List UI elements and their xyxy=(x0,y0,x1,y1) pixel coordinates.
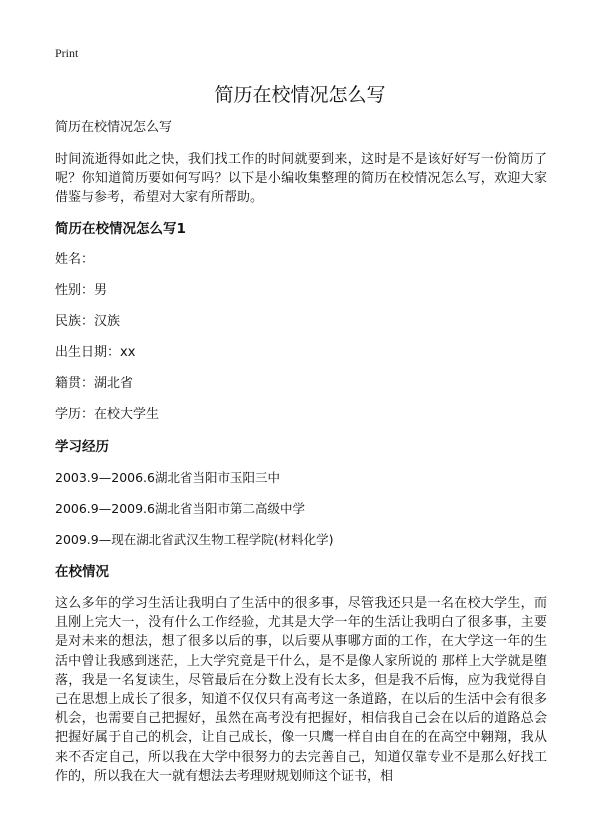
field-ethnicity: 民族：汉族 xyxy=(55,314,121,329)
document-body xyxy=(55,118,547,786)
study-item-1: 2003.9—2006.6湖北省当阳市玉阳三中 xyxy=(55,470,280,485)
field-education: 学历：在校大学生 xyxy=(55,407,160,422)
field-birth-date: 出生日期：xx xyxy=(55,345,136,360)
section-heading-resume-1: 简历在校情况怎么写1 xyxy=(55,221,186,237)
intro-subtitle: 简历在校情况怎么写 xyxy=(55,120,173,135)
study-item-2: 2006.9—2009.6湖北省当阳市第二高级中学 xyxy=(55,501,305,516)
study-item-3: 2009.9—现在湖北省武汉生物工程学院(材料化学) xyxy=(55,532,334,547)
field-gender: 性别：男 xyxy=(55,283,108,298)
document-title: 简历在校情况怎么写 xyxy=(214,84,386,106)
field-native-place: 籍贯：湖北省 xyxy=(55,376,134,391)
school-paragraph: 这么多年的学习生活让我明白了生活中的很多事，尽管我还只是一名在校大学生，而且刚上完大一，没有什么工作经验，尤其是大学一年的生活让我明白了很多事，主要是对未来的想法，想了很多以后的事，以后要从事哪方面的工作，在大学这一年的生活中曾让我感到迷茫，上大学究竟是干什么，是不是像人家所说的 那样上大学就是堕落，我是一名复读生，尽管最后在分数上没有长太多，但是我不后悔，应为我觉得自己在思想上成长了很多，知道不仅仅只有高考这一条道路，在以后的生活中会有很多机会，也需要自己把握好，虽然在高考没有把握好，相信我自己会在以后的道路总会把握好属于自己的机会，让自己成长，像一只鹰一样自由自在的在高空中翱翔，我从来不否定自己，所以我在大学中很努力的去完善自己，知道仅靠专业不是那么好找工作的，所以我在大一就有想法去考理财规划师这个证书，相 xyxy=(55,596,547,784)
section-heading-school: 在校情况 xyxy=(55,564,109,580)
section-heading-study: 学习经历 xyxy=(55,439,109,455)
field-name: 姓名： xyxy=(55,252,95,267)
print-label: Print xyxy=(55,46,79,60)
intro-paragraph: 时间流逝得如此之快，我们找工作的时间就要到来，这时是不是该好好写一份简历了呢？你知道简历要如何写吗？以下是小编收集整理的简历在校情况怎么写，欢迎大家借鉴与参考，希望对大家有所帮助。 xyxy=(55,152,547,205)
